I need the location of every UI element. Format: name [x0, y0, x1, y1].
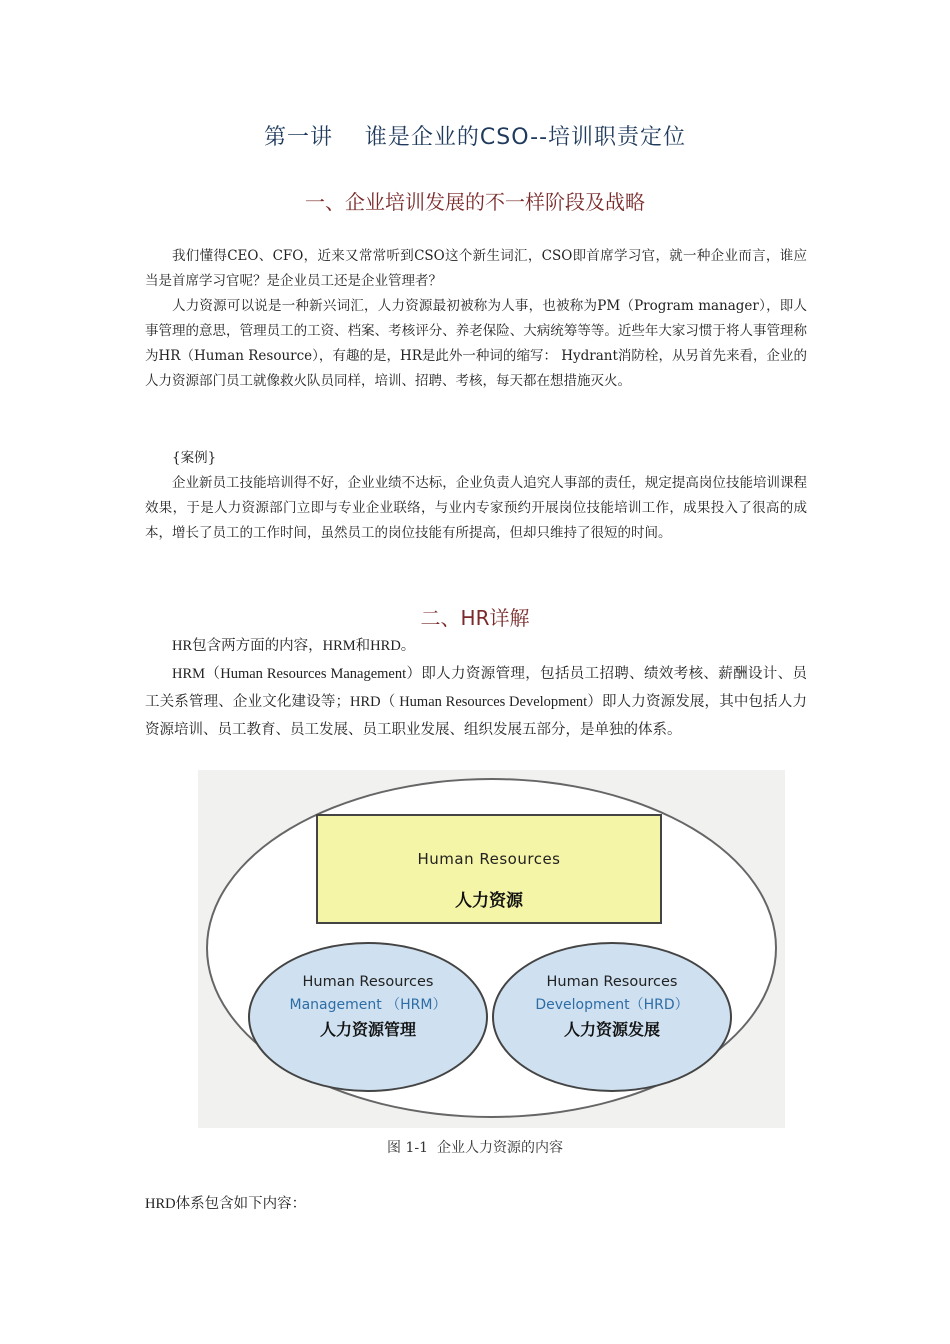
- hr-box: [316, 814, 662, 924]
- section2-paragraph-1: HR包含两方面的内容，HRM和HRD。: [172, 638, 416, 654]
- section2-heading: 二、HR详解: [420, 606, 530, 630]
- section1-paragraph-2: 人力资源可以说是一种新兴词汇，人力资源最初被称为人事，也被称为PM（Program manager），即人事管理的意思，管理员工的工资、档案、考核评分、养老保险、大病统筹等等。近些年大家习惯于将人事管理称为HR（Human Resource），有趣的是，HR是此外一种词的缩写： Hydrant消防栓，从另首先来看，企业的人力资源部门员工就像救火队员同样，培训、招聘、考核，每天都在想措施灭火。: [145, 298, 807, 389]
- section1-paragraph-1: 我们懂得CEO、CFO，近来又常常听到CSO这个新生词汇，CSO即首席学习官，就一种企业而言，谁应当是首席学习官呢？是企业员工还是企业管理者？: [145, 248, 807, 289]
- hr-box-english: Human Resources: [417, 850, 561, 868]
- hrd-intro-line: HRD体系包含如下内容：: [145, 1196, 307, 1212]
- case-paragraph: 企业新员工技能培训得不好，企业业绩不达标，企业负责人追究人事部的责任，规定提高岗位技能培训课程效果，于是人力资源部门立即与专业企业联络，与业内专家预约开展岗位技能培训工作，成果投入了很高的成本，增长了员工的工作时间，虽然员工的岗位技能有所提高，但却只维持了很短的时间。: [145, 475, 807, 541]
- hrm-ellipse: [248, 942, 488, 1092]
- figure-caption: 图 1-1 企业人力资源的内容: [387, 1140, 563, 1156]
- hrd-chinese: 人力资源发展: [563, 1020, 660, 1039]
- hrm-english: Human Resources: [302, 974, 434, 990]
- page-title: 第一讲 谁是企业的CSO--培训职责定位: [263, 125, 687, 150]
- section1-heading: 一、企业培训发展的不一样阶段及战略: [305, 190, 645, 214]
- hrm-chinese: 人力资源管理: [319, 1020, 416, 1039]
- hrd-ellipse: [492, 942, 732, 1092]
- hr-diagram: [198, 770, 785, 1128]
- hrd-subtitle: Development（HRD）: [535, 997, 689, 1013]
- hrd-english: Human Resources: [546, 974, 678, 990]
- hr-box-chinese: 人力资源: [455, 891, 523, 911]
- section2-paragraph-2: HRM（Human Resources Management）即人力资源管理，包括员工招聘、绩效考核、薪酬设计、员工关系管理、企业文化建设等；HRD（ Human Resources Development）即人力资源发展，其中包括人力资源培训、员工教育、员工发展、员工职业发展、组织发展五部分，是单独的体系。: [145, 666, 807, 738]
- case-label: {案例}: [172, 450, 217, 466]
- hrm-subtitle: Management （HRM）: [289, 997, 447, 1013]
